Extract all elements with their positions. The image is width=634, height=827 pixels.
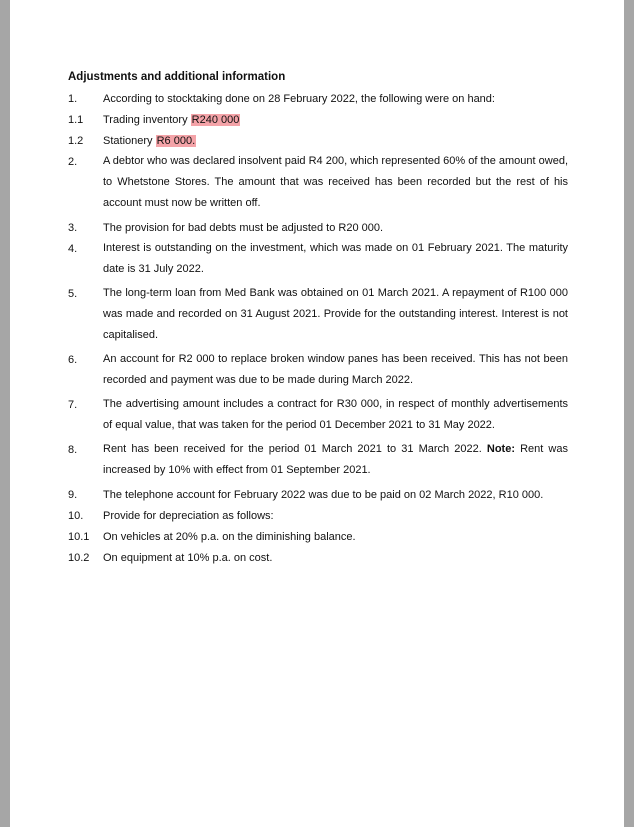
item-number: 10.2 (68, 552, 90, 564)
item-text: Stationery (103, 135, 156, 147)
highlighted-amount: R6 000. (156, 135, 196, 147)
item-text: The telephone account for February 2022 was due to be paid on 02 March 2022, R10 000. (103, 489, 544, 501)
item-text: The provision for bad debts must be adjusted to R20 000. (103, 222, 384, 234)
list-item (68, 398, 568, 436)
note-label: Note: (486, 443, 515, 455)
list-item (68, 92, 568, 106)
highlighted-amount: R240 000 (191, 114, 240, 126)
item-number: 6. (68, 354, 78, 366)
item-number: 8. (68, 444, 78, 456)
item-text: A debtor who was declared insolvent paid R4 200, which represented 60% of the amount owed, to Whetstone Stores. The amount that was received has been recorded but the rest of his account must now be written off. (103, 155, 568, 209)
list-item (68, 134, 568, 148)
list-item (68, 509, 568, 523)
item-text: The long-term loan from Med Bank was obtained on 01 March 2021. A repayment of R100 000 was made and recorded on 31 August 2021. Provide for the outstanding interest. Interest is not capitalised. (103, 287, 568, 341)
list-item (68, 488, 568, 502)
item-number: 1.1 (68, 114, 84, 126)
item-number: 10. (68, 510, 84, 522)
adjustments-section (68, 70, 568, 572)
list-item (68, 551, 568, 565)
list-item (68, 221, 568, 235)
item-text-continued: Rent was increased by 10% with effect from 01 September 2021. (103, 443, 568, 476)
item-number: 1. (68, 93, 78, 105)
list-item (68, 353, 568, 391)
list-item (68, 113, 568, 127)
item-text: Provide for depreciation as follows: (103, 510, 274, 522)
item-number: 4. (68, 243, 78, 255)
item-text: According to stocktaking done on 28 February 2022, the following were on hand: (103, 93, 495, 105)
item-number: 5. (68, 288, 78, 300)
item-number: 3. (68, 222, 78, 234)
item-number: 10.1 (68, 531, 90, 543)
item-number: 2. (68, 156, 78, 168)
list-item (68, 530, 568, 544)
list-item (68, 443, 568, 481)
item-text: On vehicles at 20% p.a. on the diminishing balance. (103, 531, 356, 543)
item-text: An account for R2 000 to replace broken window panes has been received. This has not been recorded and payment was due to be made during March 2022. (103, 353, 568, 386)
item-text: Rent has been received for the period 01 March 2021 to 31 March 2022. (103, 443, 487, 455)
item-number: 7. (68, 399, 78, 411)
list-item (68, 155, 568, 214)
item-text: Trading inventory (103, 114, 191, 126)
item-text: On equipment at 10% p.a. on cost. (103, 552, 273, 564)
document-page (10, 0, 624, 827)
section-heading: Adjustments and additional information (68, 71, 286, 83)
item-text: Interest is outstanding on the investment, which was made on 01 February 2021. The maturity date is 31 July 2022. (103, 242, 568, 275)
item-number: 9. (68, 489, 78, 501)
list-item (68, 287, 568, 346)
item-number: 1.2 (68, 135, 84, 147)
list-item (68, 242, 568, 280)
item-text: The advertising amount includes a contract for R30 000, in respect of monthly advertisements of equal value, that was taken for the period 01 December 2021 to 31 May 2022. (103, 398, 568, 431)
